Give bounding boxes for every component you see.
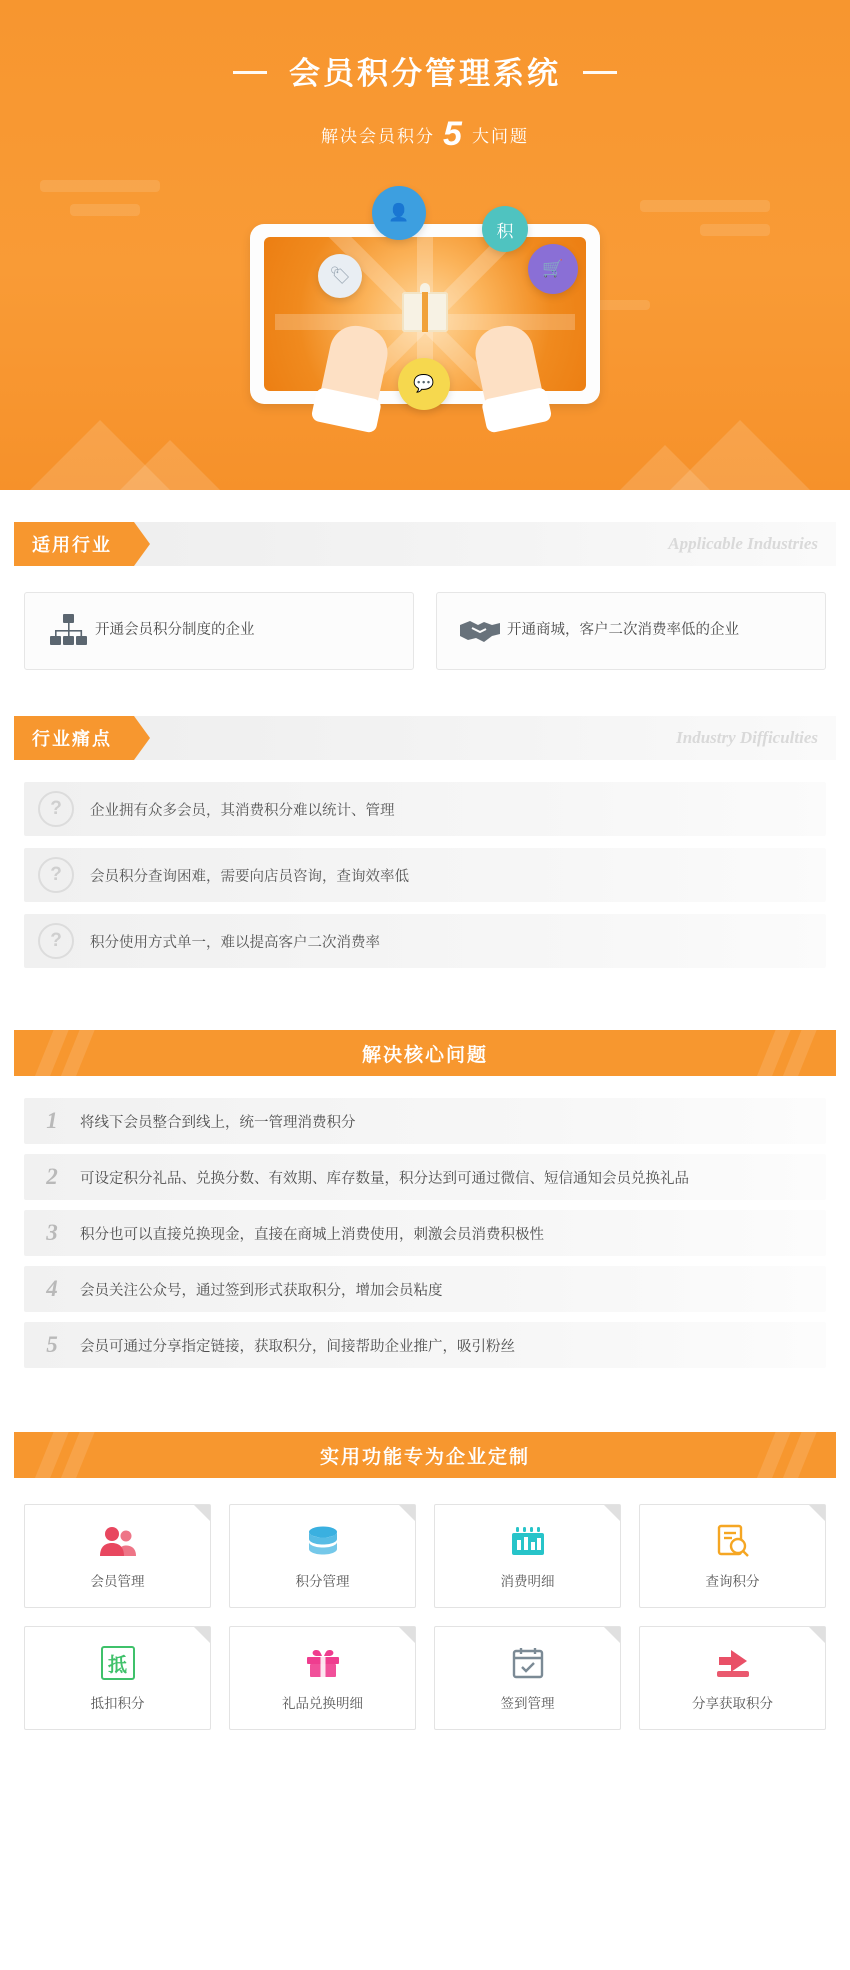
share-icon	[716, 1644, 750, 1682]
core-item-number: 3	[46, 1220, 58, 1245]
section-title-industries: 适用行业	[14, 522, 134, 566]
list-item	[24, 1154, 826, 1200]
feature-card-share[interactable]	[639, 1626, 826, 1730]
core-item-text: 可设定积分礼品、兑换分数、有效期、库存数量，积分达到可通过微信、短信通知会员兑换礼品	[80, 1170, 689, 1187]
list-item	[24, 1322, 826, 1368]
list-item	[24, 914, 826, 968]
search-doc-icon	[716, 1522, 750, 1560]
page-title: 会员积分管理系统	[289, 48, 561, 93]
feature-label: 积分管理	[295, 1574, 350, 1589]
features-grid	[0, 1478, 850, 1760]
chart-icon	[510, 1522, 546, 1560]
deduct-icon: 抵	[101, 1644, 135, 1682]
section-title-industries-en: Applicable Industries	[668, 534, 818, 553]
feature-card-gift[interactable]	[229, 1626, 416, 1730]
difficulty-text: 积分使用方式单一，难以提高客户二次消费率	[90, 934, 380, 951]
hero-mountain	[620, 445, 710, 490]
hero-subtitle-prefix: 解决会员积分	[321, 127, 436, 146]
core-item-text: 会员可通过分享指定链接，获取积分，间接帮助企业推广，吸引粉丝	[80, 1338, 515, 1355]
hero-subtitle-number: 5	[443, 115, 464, 153]
feature-card-points[interactable]	[229, 1504, 416, 1608]
section-title-core: 解决核心问题	[361, 1044, 488, 1066]
list-item	[24, 1266, 826, 1312]
section-title-difficulties-en: Industry Difficulties	[676, 728, 818, 747]
question-mark-icon: ?	[38, 791, 74, 827]
feature-card-members[interactable]	[24, 1504, 211, 1608]
section-header-core	[14, 1030, 836, 1076]
core-item-number: 4	[46, 1276, 58, 1301]
wechat-icon: 💬	[398, 358, 450, 410]
core-list	[0, 1076, 850, 1388]
list-item	[24, 782, 826, 836]
feature-label: 分享获取积分	[692, 1696, 773, 1711]
section-header-difficulties	[14, 716, 836, 760]
hero-banner	[0, 0, 850, 490]
gift-icon	[305, 1644, 341, 1682]
core-item-text: 积分也可以直接兑换现金，直接在商城上消费使用，刺激会员消费积极性	[80, 1226, 544, 1243]
cart-icon: 🛒	[528, 244, 578, 294]
tag-icon: 🏷	[318, 254, 362, 298]
feature-label: 抵扣积分	[90, 1696, 145, 1711]
list-item	[24, 848, 826, 902]
hero-subtitle	[0, 115, 850, 154]
handshake-icon	[453, 616, 507, 646]
list-item	[24, 1098, 826, 1144]
section-title-difficulties: 行业痛点	[14, 716, 134, 760]
core-item-text: 将线下会员整合到线上，统一管理消费积分	[80, 1114, 356, 1131]
points-icon: 积	[482, 206, 528, 252]
industries-list	[0, 566, 850, 678]
difficulty-text: 企业拥有众多会员，其消费积分难以统计、管理	[90, 802, 395, 819]
core-item-text: 会员关注公众号，通过签到形式获取积分，增加会员粘度	[80, 1282, 443, 1299]
section-title-features: 实用功能专为企业定制	[319, 1446, 530, 1468]
section-header-industries	[14, 522, 836, 566]
difficulties-list	[0, 760, 850, 986]
industry-card-label: 开通会员积分制度的企业	[95, 622, 255, 639]
coins-icon	[304, 1522, 342, 1560]
hero-decoration	[40, 180, 160, 192]
difficulty-text: 会员积分查询困难，需要向店员咨询，查询效率低	[90, 868, 409, 885]
hero-illustration	[190, 176, 660, 426]
feature-label: 查询积分	[705, 1574, 760, 1589]
hero-title-wrap	[0, 0, 850, 154]
feature-label: 会员管理	[90, 1574, 145, 1589]
feature-label: 签到管理	[500, 1696, 555, 1711]
feature-card-query[interactable]	[639, 1504, 826, 1608]
list-item	[24, 1210, 826, 1256]
core-item-number: 1	[46, 1108, 58, 1133]
feature-card-consumption[interactable]	[434, 1504, 621, 1608]
industry-card-label: 开通商城，客户二次消费率低的企业	[507, 622, 739, 639]
org-chart-icon	[41, 614, 95, 648]
feature-label: 消费明细	[500, 1574, 555, 1589]
gift-box-icon	[402, 292, 448, 332]
feature-card-deduct[interactable]	[24, 1626, 211, 1730]
feature-card-checkin[interactable]	[434, 1626, 621, 1730]
question-mark-icon: ?	[38, 923, 74, 959]
question-mark-icon: ?	[38, 857, 74, 893]
industry-card	[24, 592, 414, 670]
members-icon	[99, 1522, 137, 1560]
hero-decoration	[700, 224, 770, 236]
member-icon: 👤	[372, 186, 426, 240]
industry-card	[436, 592, 826, 670]
hero-subtitle-suffix: 大问题	[471, 127, 529, 146]
feature-label: 礼品兑换明细	[282, 1696, 363, 1711]
core-item-number: 2	[46, 1164, 58, 1189]
checkin-icon	[511, 1644, 545, 1682]
section-header-features	[14, 1432, 836, 1478]
hero-mountain	[120, 440, 220, 490]
hero-decoration	[70, 204, 140, 216]
core-item-number: 5	[46, 1332, 58, 1357]
